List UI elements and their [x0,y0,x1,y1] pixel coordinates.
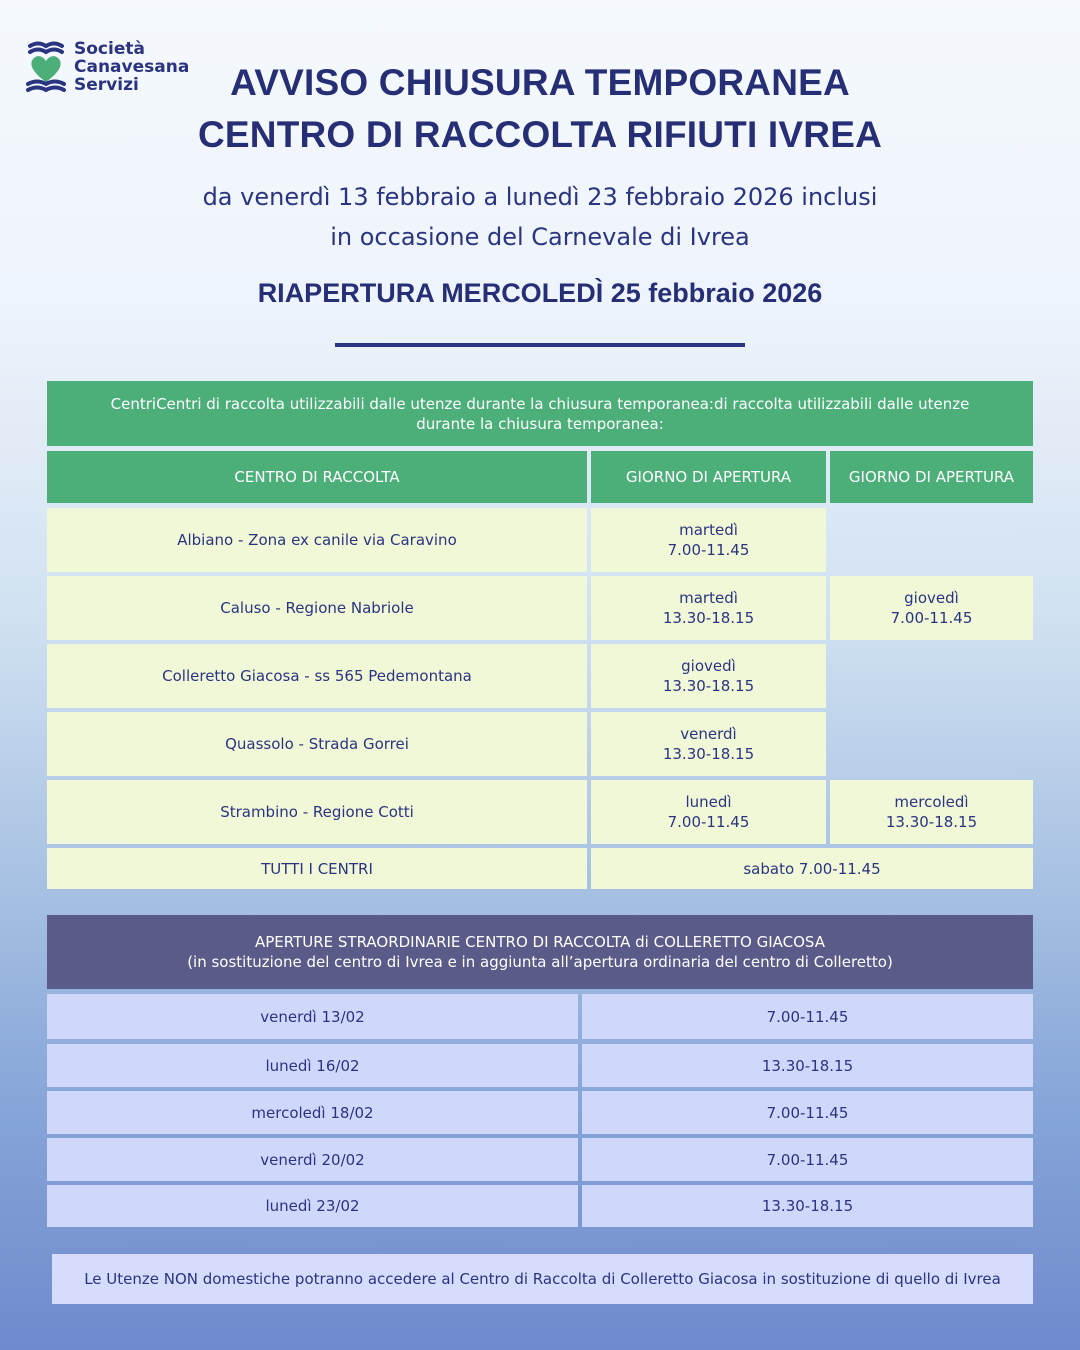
table-row-date: venerdì 13/02 [47,994,578,1039]
table-row-center: Albiano - Zona ex canile via Caravino [47,508,587,572]
extra-openings-title: APERTURE STRAORDINARIE CENTRO DI RACCOLTA di COLLERETTO GIACOSA [254,933,825,951]
table-row-date: mercoledì 18/02 [47,1091,578,1134]
table-row-date: lunedì 16/02 [47,1044,578,1087]
day-label: martedì [679,589,738,607]
header-opening-day-1: GIORNO DI APERTURA [591,451,826,503]
centers-table-banner: CentriCentri di raccolta utilizzabili dalle utenze durante la chiusura temporanea:di raccolta utilizzabili dalle utenze durante la chiusura temporanea: [47,381,1033,446]
day-label: lunedì [685,793,732,811]
day-label: martedì [679,521,738,539]
time-label: 13.30-18.15 [662,677,755,695]
table-row-day1 [591,644,826,708]
extra-openings-note: (in sostituzione del centro di Ivrea e in aggiunta all’apertura ordinaria del centro di Colleretto) [187,953,893,971]
table-row-time: 13.30-18.15 [582,1185,1033,1227]
footer-note: Le Utenze NON domestiche potranno accedere al Centro di Raccolta di Colleretto Giacosa in sostituzione di quello di Ivrea [52,1254,1033,1304]
reopening-date: RIAPERTURA MERCOLEDÌ 25 febbraio 2026 [257,278,823,308]
table-row-time: 13.30-18.15 [582,1044,1033,1087]
table-row-time: 7.00-11.45 [582,1091,1033,1134]
header-divider [335,343,745,347]
table-row-day1 [591,576,826,640]
table-row-center: Caluso - Regione Nabriole [47,576,587,640]
all-centers-label: TUTTI I CENTRI [47,848,587,889]
time-label: 7.00-11.45 [667,813,750,831]
table-row-time: 7.00-11.45 [582,1138,1033,1181]
day-label: mercoledì [894,793,969,811]
day-label: giovedì [681,657,736,675]
all-centers-hours: sabato 7.00-11.45 [591,848,1033,889]
logo-line-3: Servizi [74,75,139,95]
table-row-day2 [830,576,1033,640]
table-row-day1 [591,508,826,572]
header-center: CENTRO DI RACCOLTA [47,451,587,503]
table-row-date: venerdì 20/02 [47,1138,578,1181]
table-row-center: Quassolo - Strada Gorrei [47,712,587,776]
page-title-line-1: AVVISO CHIUSURA TEMPORANEA [230,62,850,103]
time-label: 13.30-18.15 [662,609,755,627]
day-label: giovedì [904,589,959,607]
header-opening-day-2: GIORNO DI APERTURA [830,451,1033,503]
time-label: 13.30-18.15 [885,813,978,831]
day-label: venerdì [680,725,737,743]
table-row-time: 7.00-11.45 [582,994,1033,1039]
extra-openings-banner [47,915,1033,989]
table-row-center: Strambino - Regione Cotti [47,780,587,844]
closure-dates: da venerdì 13 febbraio a lunedì 23 febbraio 2026 inclusi [202,183,878,211]
table-row-day1 [591,780,826,844]
logo-line-2: Canavesana [74,57,190,77]
logo-line-1: Società [74,39,145,59]
time-label: 13.30-18.15 [662,745,755,763]
time-label: 7.00-11.45 [890,609,973,627]
table-row-day1 [591,712,826,776]
time-label: 7.00-11.45 [667,541,750,559]
table-row-date: lunedì 23/02 [47,1185,578,1227]
closure-reason: in occasione del Carnevale di Ivrea [330,223,750,251]
table-row-center: Colleretto Giacosa - ss 565 Pedemontana [47,644,587,708]
table-row-day2 [830,780,1033,844]
page-title-line-2: CENTRO DI RACCOLTA RIFIUTI IVREA [197,114,883,155]
